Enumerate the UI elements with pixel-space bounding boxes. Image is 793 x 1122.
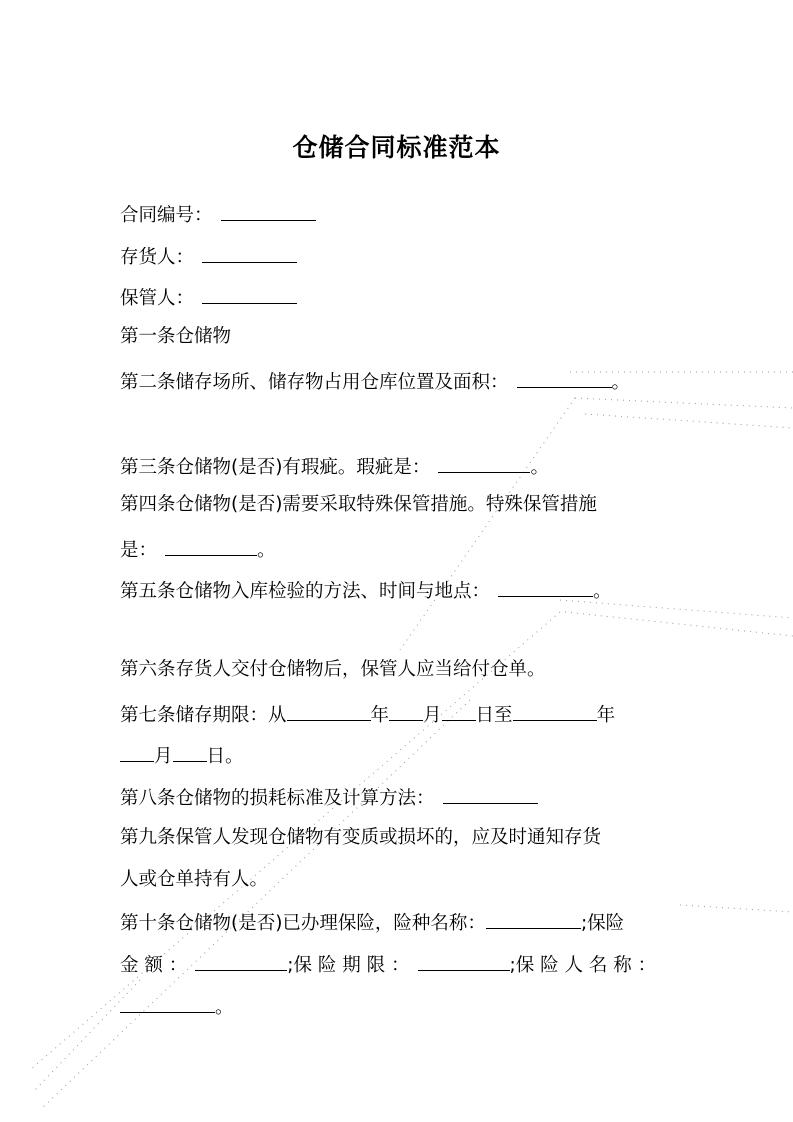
article-3-blank[interactable] [438,452,530,473]
custodian-line [120,283,297,312]
article-5-text: 第五条仓储物入库检验的方法、时间与地点： [120,581,491,602]
end-month-blank[interactable] [120,741,154,762]
year-label: 年 [370,705,390,726]
article-1: 第一条仓储物 [120,326,232,347]
article-3-text: 第三条仓储物(是否)有瑕疵。瑕疵是： [120,457,431,478]
contract-number-line [120,200,316,229]
contract-number-label: 合同编号： [120,205,213,226]
article-7-period: 。 [225,746,244,767]
article-10-line-1 [120,908,624,937]
article-5 [120,576,612,605]
insurance-amount-prefix: ;保险 [580,913,625,934]
insurance-type-blank[interactable] [486,908,581,929]
insurance-period-blank[interactable] [418,950,510,971]
custodian-blank[interactable] [202,283,297,304]
article-10-text: 第十条仓储物(是否)已办理保险，险种名称： [120,913,486,934]
article-9-line-2: 人或仓单持有人。 [120,869,269,890]
article-10-line-2 [120,950,656,979]
start-month-blank[interactable] [389,700,423,721]
article-2-text: 第二条储存场所、储存物占用仓库位置及面积： [120,372,509,393]
article-7-line-2 [120,741,244,770]
article-9-line-1: 第九条保管人发现仓储物有变质或损坏的，应及时通知存货 [120,827,602,848]
article-5-period: 。 [593,581,612,602]
article-8-text: 第八条仓储物的损耗标准及计算方法： [120,788,435,809]
article-2-blank[interactable] [517,367,612,388]
article-3-period: 。 [530,457,549,478]
start-day-blank[interactable] [442,700,476,721]
month-label: 月 [154,746,173,767]
contract-number-blank[interactable] [221,200,316,221]
depositor-label: 存货人： [120,247,195,268]
article-4-text: 是： [120,540,158,561]
month-label: 月 [423,705,442,726]
day-to-label: 日至 [475,705,513,726]
end-day-blank[interactable] [173,741,207,762]
end-year-blank[interactable] [513,700,597,721]
insurer-label: ;保 险 人 名 称 ： [509,955,657,976]
article-10-line-3 [120,992,234,1021]
day-label: 日 [206,746,226,767]
article-4-line-2 [120,535,276,564]
article-7-text: 第七条储存期限：从 [120,705,287,726]
article-7-line-1 [120,700,615,729]
insurance-amount-blank[interactable] [195,950,287,971]
depositor-line [120,242,297,271]
article-6: 第六条存货人交付仓储物后，保管人应当给付仓单。 [120,659,546,680]
article-8 [120,783,538,812]
article-4-line-1: 第四条仓储物(是否)需要采取特殊保管措施。特殊保管措施 [120,494,597,515]
amount-label: 金 额 ： [120,955,188,976]
depositor-blank[interactable] [202,242,297,263]
article-2 [120,367,630,396]
article-4-blank[interactable] [165,535,257,556]
article-5-blank[interactable] [498,576,593,597]
insurer-name-blank[interactable] [120,992,215,1013]
article-3 [120,452,549,481]
article-4-period: 。 [257,540,276,561]
period-label: ;保 险 期 限 ： [287,955,410,976]
article-8-blank[interactable] [443,783,538,804]
start-year-blank[interactable] [287,700,371,721]
article-10-period: 。 [215,997,234,1018]
article-2-period: 。 [611,372,631,393]
custodian-label: 保管人： [120,288,195,309]
year-label: 年 [596,705,616,726]
document-title: 仓储合同标准范本 [292,133,501,162]
